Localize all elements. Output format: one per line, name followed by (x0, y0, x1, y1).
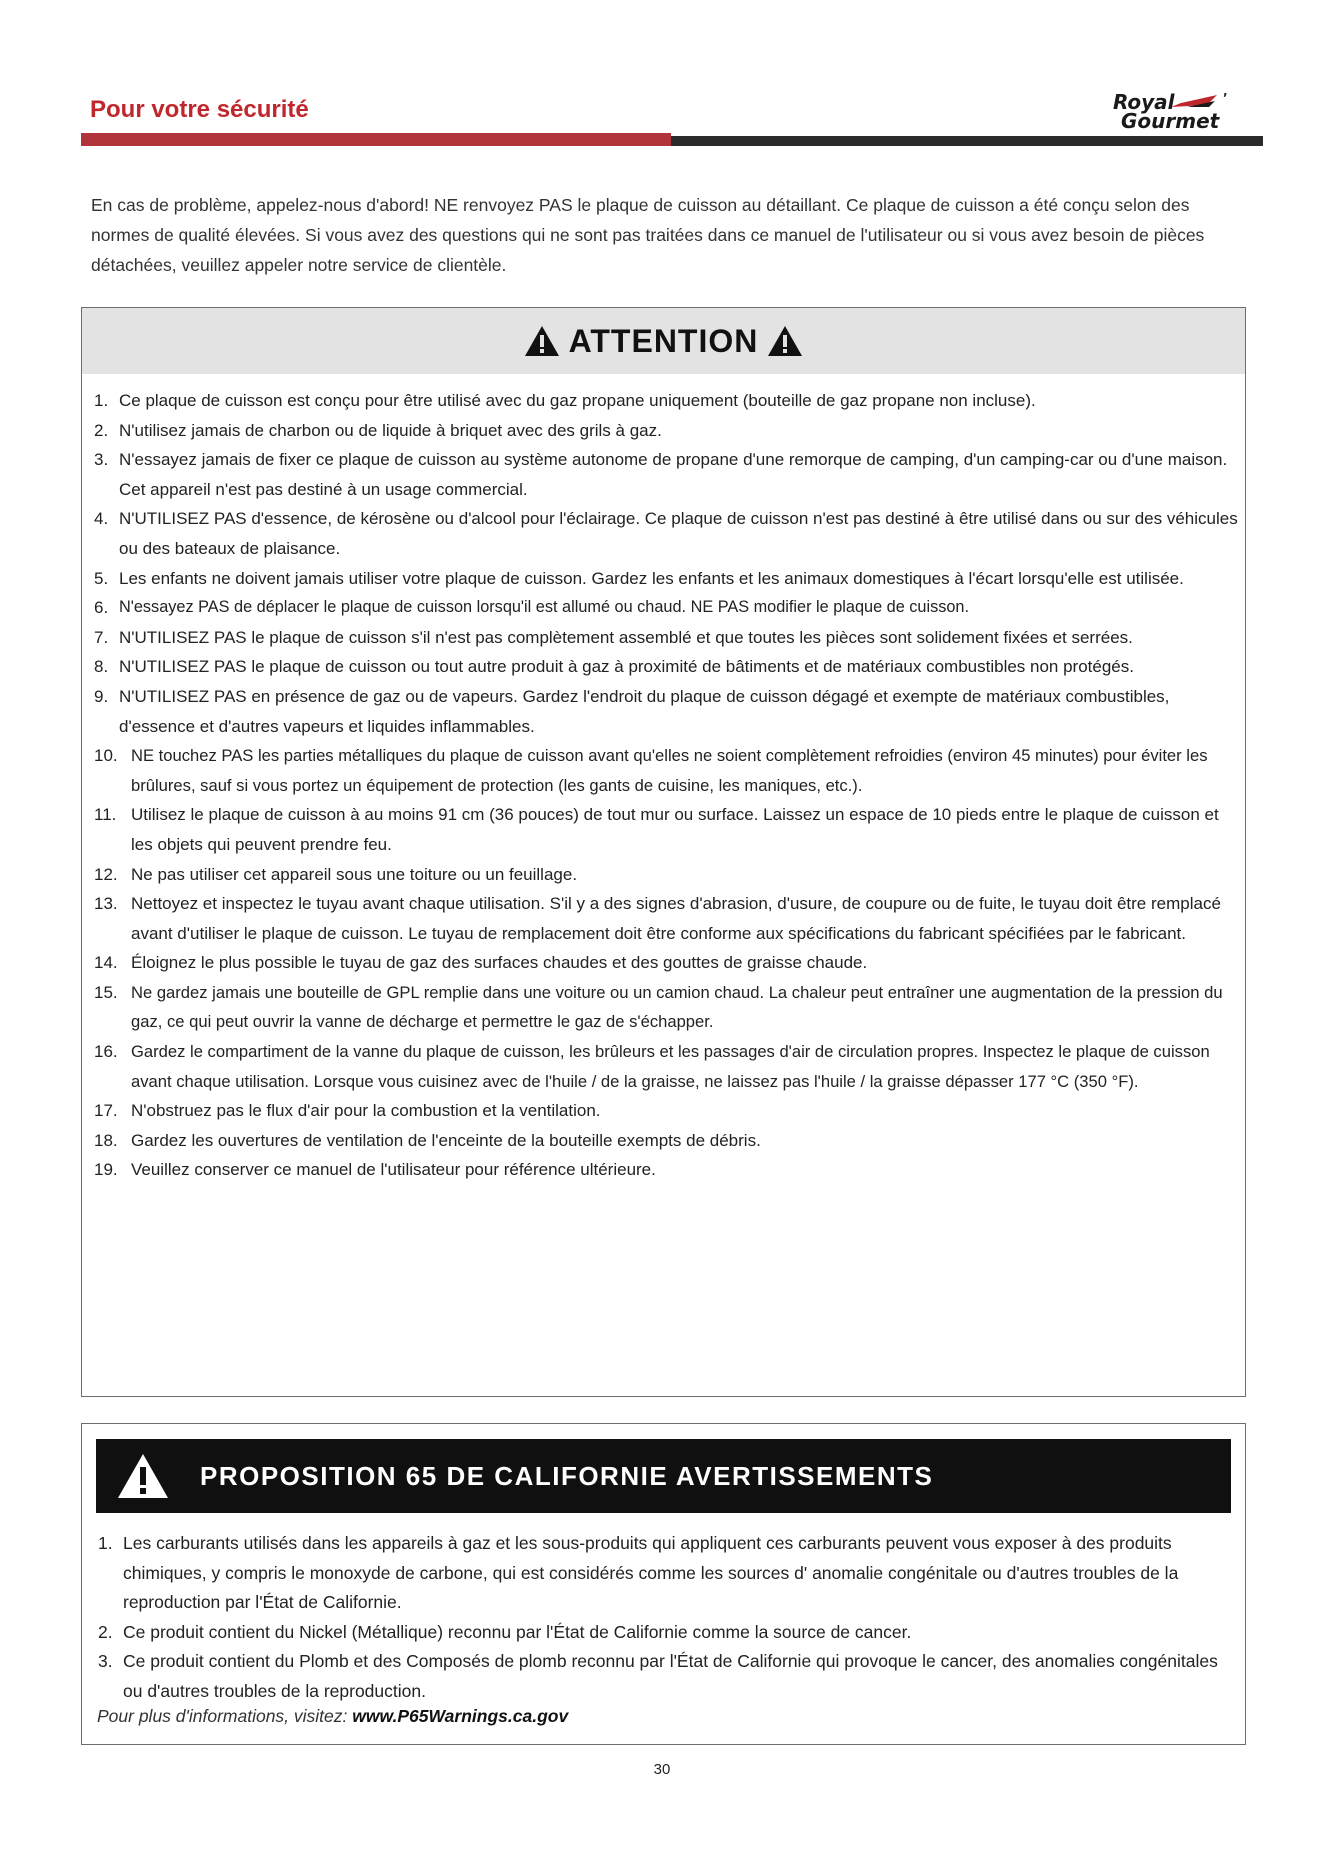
item-number: 3. (98, 1651, 113, 1671)
item-text: Utilisez le plaque de cuisson à au moins 91 cm (36 pouces) de tout mur ou surface. Laissez un espace de 10 pieds entre le plaque de cuisson et les objets qui peuvent prendre feu. (131, 805, 1219, 854)
more-info-line (97, 1706, 568, 1727)
list-item (98, 1647, 1238, 1706)
item-text: N'UTILISEZ PAS le plaque de cuisson ou tout autre produit à gaz à proximité de bâtiments et de matériaux combustibles non protégés. (119, 657, 1134, 677)
page-number: 30 (653, 1761, 671, 1778)
svg-text:’: ’ (1223, 91, 1228, 105)
item-text: N'UTILISEZ PAS en présence de gaz ou de vapeurs. Gardez l'endroit du plaque de cuisson dégagé et exempte de matériaux combustibles, d'essence et d'autres vapeurs et liquides inflammables. (119, 686, 1170, 736)
prop65-title: PROPOSITION 65 DE CALIFORNIE AVERTISSEMENTS (200, 1460, 934, 1491)
item-text: N'essayez PAS de déplacer le plaque de cuisson lorsqu'il est allumé ou chaud. NE PAS modifier le plaque de cuisson. (119, 598, 970, 617)
item-number: 2. (98, 1621, 113, 1642)
item-text: N'utilisez jamais de charbon ou de liquide à briquet avec des grils à gaz. (119, 420, 662, 440)
prop65-header (96, 1439, 1231, 1513)
list-item (98, 1618, 1238, 1648)
item-number: 18. (94, 1130, 118, 1150)
item-text: Ce plaque de cuisson est conçu pour être utilisé avec du gaz propane uniquement (bouteille de gaz propane non incluse). (119, 391, 1036, 410)
intro-paragraph: En cas de problème, appelez-nous d'abord! NE renvoyez PAS le plaque de cuisson au détaillant. Ce plaque de cuisson a été conçu selon des normes de qualité élevées. Si vous avez des questions qui ne sont pas traitées dans ce manuel de l'utilisateur ou si vous avez besoin de pièces détachées, veuillez appeler notre service de clientèle. (91, 195, 1205, 275)
item-number: 5. (94, 568, 109, 588)
attention-list (82, 374, 1245, 1185)
item-number: 6. (94, 598, 109, 618)
list-item (94, 800, 1241, 859)
section-title: Pour votre sécurité (90, 96, 309, 123)
list-item (94, 564, 1241, 594)
item-text: Les carburants utilisés dans les appareils à gaz et les sous-produits qui appliquent ces carburants peuvent vous exposer à des produits chimiques, y compris le monoxyde de carbone, qui est considérés comme les sources d' anomalie congénitale ou d'autres troubles de la reproduction par l'État de Californie. (123, 1533, 1179, 1612)
item-number: 15. (94, 982, 118, 1002)
item-number: 2. (94, 420, 109, 440)
list-item (94, 1155, 1241, 1185)
item-number: 14. (94, 953, 118, 973)
item-number: 16. (94, 1042, 118, 1062)
brand-logo (1021, 90, 1261, 130)
list-item (94, 386, 1241, 416)
item-text: N'obstruez pas le flux d'air pour la combustion et la ventilation. (131, 1101, 601, 1121)
item-text: Nettoyez et inspectez le tuyau avant chaque utilisation. S'il y a des signes d'abrasion, d'usure, de coupure ou de fuite, le tuyau doit être remplacé avant d'utiliser le plaque de cuisson. Le tuyau de remplacement doit être conforme aux spécifications du fabricant spécifiées par le fabricant. (131, 894, 1221, 943)
item-number: 7. (94, 627, 109, 647)
item-number: 19. (94, 1160, 118, 1180)
item-text: Ce produit contient du Plomb et des Composés de plomb reconnu par l'État de Californie qui provoque le cancer, des anomalies congénitales ou d'autres troubles de la reproduction. (123, 1651, 1218, 1701)
item-text: Ne pas utiliser cet appareil sous une toiture ou un feuillage. (131, 864, 578, 884)
list-item (94, 416, 1241, 446)
logo-line1: Royal (1113, 90, 1175, 114)
list-item (94, 741, 1241, 800)
item-text: Éloignez le plus possible le tuyau de gaz des surfaces chaudes et des gouttes de graisse chaude. (131, 953, 868, 973)
item-number: 12. (94, 864, 118, 884)
item-number: 1. (98, 1533, 113, 1553)
list-item (94, 1096, 1241, 1126)
item-number: 8. (94, 657, 109, 677)
list-item (94, 682, 1241, 741)
item-number: 1. (94, 391, 109, 410)
list-item (94, 652, 1241, 682)
item-text: Les enfants ne doivent jamais utiliser votre plaque de cuisson. Gardez les enfants et les animaux domestiques à l'écart lorsqu'elle est utilisée. (119, 568, 1184, 588)
item-number: 11. (94, 805, 117, 825)
item-text: Ne gardez jamais une bouteille de GPL remplie dans une voiture ou un camion chaud. La chaleur peut entraîner une augmentation de la pression du gaz, ce qui peut ouvrir la vanne de décharge et permettre le gaz de s'échapper. (131, 982, 1223, 1032)
item-text: Ce produit contient du Nickel (Métallique) reconnu par l'État de Californie comme la source de cancer. (123, 1621, 912, 1642)
item-number: 10. (94, 746, 118, 766)
page-header (81, 92, 1261, 132)
item-text: Gardez les ouvertures de ventilation de l'enceinte de la bouteille exempts de débris. (131, 1130, 761, 1150)
p65-warnings-link[interactable]: www.P65Warnings.ca.gov (352, 1706, 569, 1726)
attention-title: ATTENTION (568, 322, 759, 359)
item-text: Gardez le compartiment de la vanne du plaque de cuisson, les brûleurs et les passages d'air de circulation propres. Inspectez le plaque de cuisson avant chaque utilisation. Lorsque vous cuisinez avec de l'huile / de la graisse, ne laissez pas l'huile / la graisse dépasser 177 °C (350 °F). (131, 1042, 1210, 1091)
item-text: N'essayez jamais de fixer ce plaque de cuisson au système autonome de propane d'une remorque de camping, d'un camping-car ou d'une maison. Cet appareil n'est pas destiné à un usage commercial. (119, 450, 1228, 499)
item-number: 3. (94, 450, 109, 470)
item-text: N'UTILISEZ PAS le plaque de cuisson s'il n'est pas complètement assemblé et que toutes les pièces sont solidement fixées et serrées. (119, 627, 1133, 647)
header-rule-accent (81, 133, 671, 146)
prop65-list (98, 1529, 1238, 1706)
item-text: NE touchez PAS les parties métalliques du plaque de cuisson avant qu'elles ne soient complètement refroidies (environ 45 minutes) pour éviter les brûlures, sauf si vous portez un équipement de protection (les gants de cuisine, les maniques, etc.). (131, 746, 1208, 795)
item-number: 13. (94, 894, 118, 914)
item-number: 9. (94, 686, 109, 706)
item-number: 4. (94, 509, 109, 529)
item-number: 17. (94, 1101, 118, 1121)
list-item (98, 1529, 1238, 1618)
attention-header (82, 308, 1245, 374)
warning-triangle-icon (523, 324, 561, 358)
item-text: N'UTILISEZ PAS d'essence, de kérosène ou d'alcool pour l'éclairage. Ce plaque de cuisson n'est pas destiné à être utilisé dans ou sur des véhicules ou des bateaux de plaisance. (119, 509, 1238, 558)
warning-triangle-icon (116, 1451, 170, 1501)
attention-box (81, 307, 1246, 1397)
list-item (94, 1126, 1241, 1156)
list-item (94, 504, 1241, 563)
warning-triangle-icon (766, 324, 804, 358)
list-item (94, 623, 1241, 653)
list-item (94, 445, 1241, 504)
logo-line2: Gourmet (1121, 109, 1220, 130)
list-item (94, 948, 1241, 978)
list-item (94, 889, 1241, 948)
item-text: Veuillez conserver ce manuel de l'utilisateur pour référence ultérieure. (131, 1160, 656, 1180)
more-info-label: Pour plus d'informations, visitez: (97, 1706, 348, 1726)
prop65-box (81, 1423, 1246, 1745)
list-item (94, 978, 1241, 1037)
list-item (94, 593, 1241, 623)
list-item (94, 860, 1241, 890)
header-rule-dark (671, 136, 1263, 146)
list-item (94, 1037, 1241, 1096)
